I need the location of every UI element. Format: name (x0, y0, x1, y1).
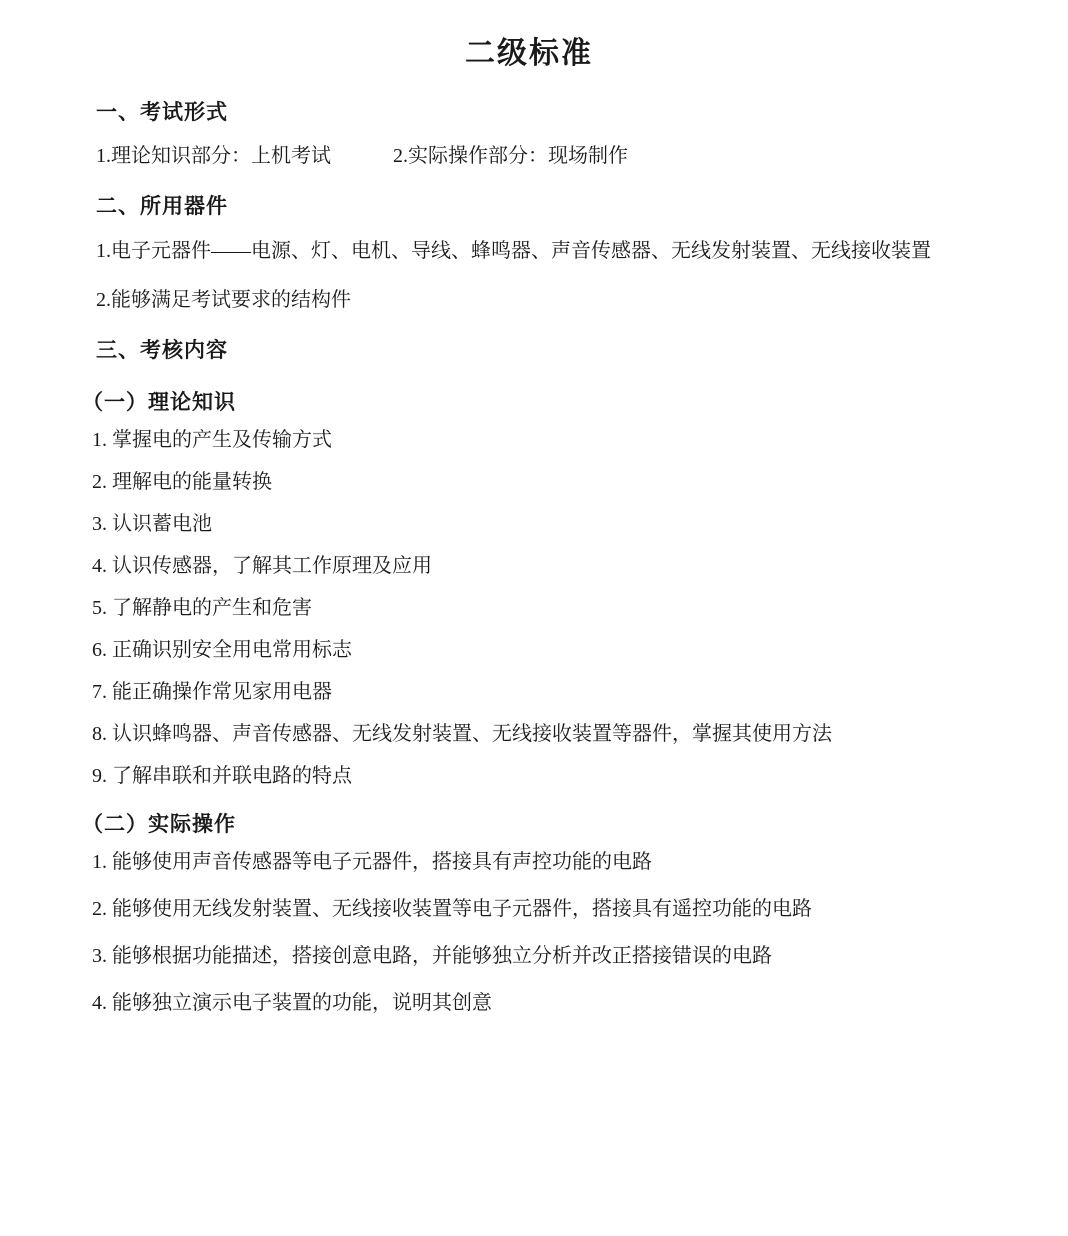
page-title: 二级标准 (465, 37, 593, 70)
list-item: 5. 了解静电的产生和危害 (92, 597, 312, 620)
list-item: 1. 掌握电的产生及传输方式 (92, 429, 332, 452)
components-paragraph-2: 2.能够满足考试要求的结构件 (96, 288, 351, 311)
list-item: 9. 了解串联和并联电路的特点 (92, 765, 352, 788)
section-heading-assessment: 三、考核内容 (96, 339, 228, 363)
list-item: 8. 认识蜂鸣器、声音传感器、无线发射装置、无线接收装置等器件，掌握其使用方法 (92, 723, 832, 746)
list-item: 2. 能够使用无线发射装置、无线接收装置等电子元器件，搭接具有遥控功能的电路 (92, 898, 812, 921)
exam-format-practice: 2.实际操作部分：现场制作 (393, 145, 628, 167)
exam-format-theory: 1.理论知识部分：上机考试 (96, 145, 331, 167)
list-item: 4. 能够独立演示电子装置的功能，说明其创意 (92, 992, 492, 1015)
list-item: 6. 正确识别安全用电常用标志 (92, 639, 352, 662)
components-paragraph-1: 1.电子元器件——电源、灯、电机、导线、蜂鸣器、声音传感器、无线发射装置、无线接收装置 (96, 240, 931, 263)
theory-knowledge-list (52, 430, 1006, 786)
exam-format-line (52, 140, 1006, 172)
list-item: 2. 理解电的能量转换 (92, 471, 272, 494)
subsection-heading-practice: （二）实际操作 (82, 813, 236, 837)
section-heading-components: 二、所用器件 (96, 195, 228, 219)
list-item: 1. 能够使用声音传感器等电子元器件，搭接具有声控功能的电路 (92, 851, 652, 874)
list-item: 3. 能够根据功能描述，搭接创意电路，并能够独立分析并改正搭接错误的电路 (92, 945, 772, 968)
subsection-heading-theory: （一）理论知识 (82, 391, 236, 415)
list-item: 3. 认识蓄电池 (92, 513, 212, 536)
section-heading-exam-format: 一、考试形式 (96, 101, 228, 124)
practical-operation-list (52, 852, 1006, 1013)
list-item: 7. 能正确操作常见家用电器 (92, 681, 332, 704)
list-item: 4. 认识传感器，了解其工作原理及应用 (92, 555, 432, 578)
